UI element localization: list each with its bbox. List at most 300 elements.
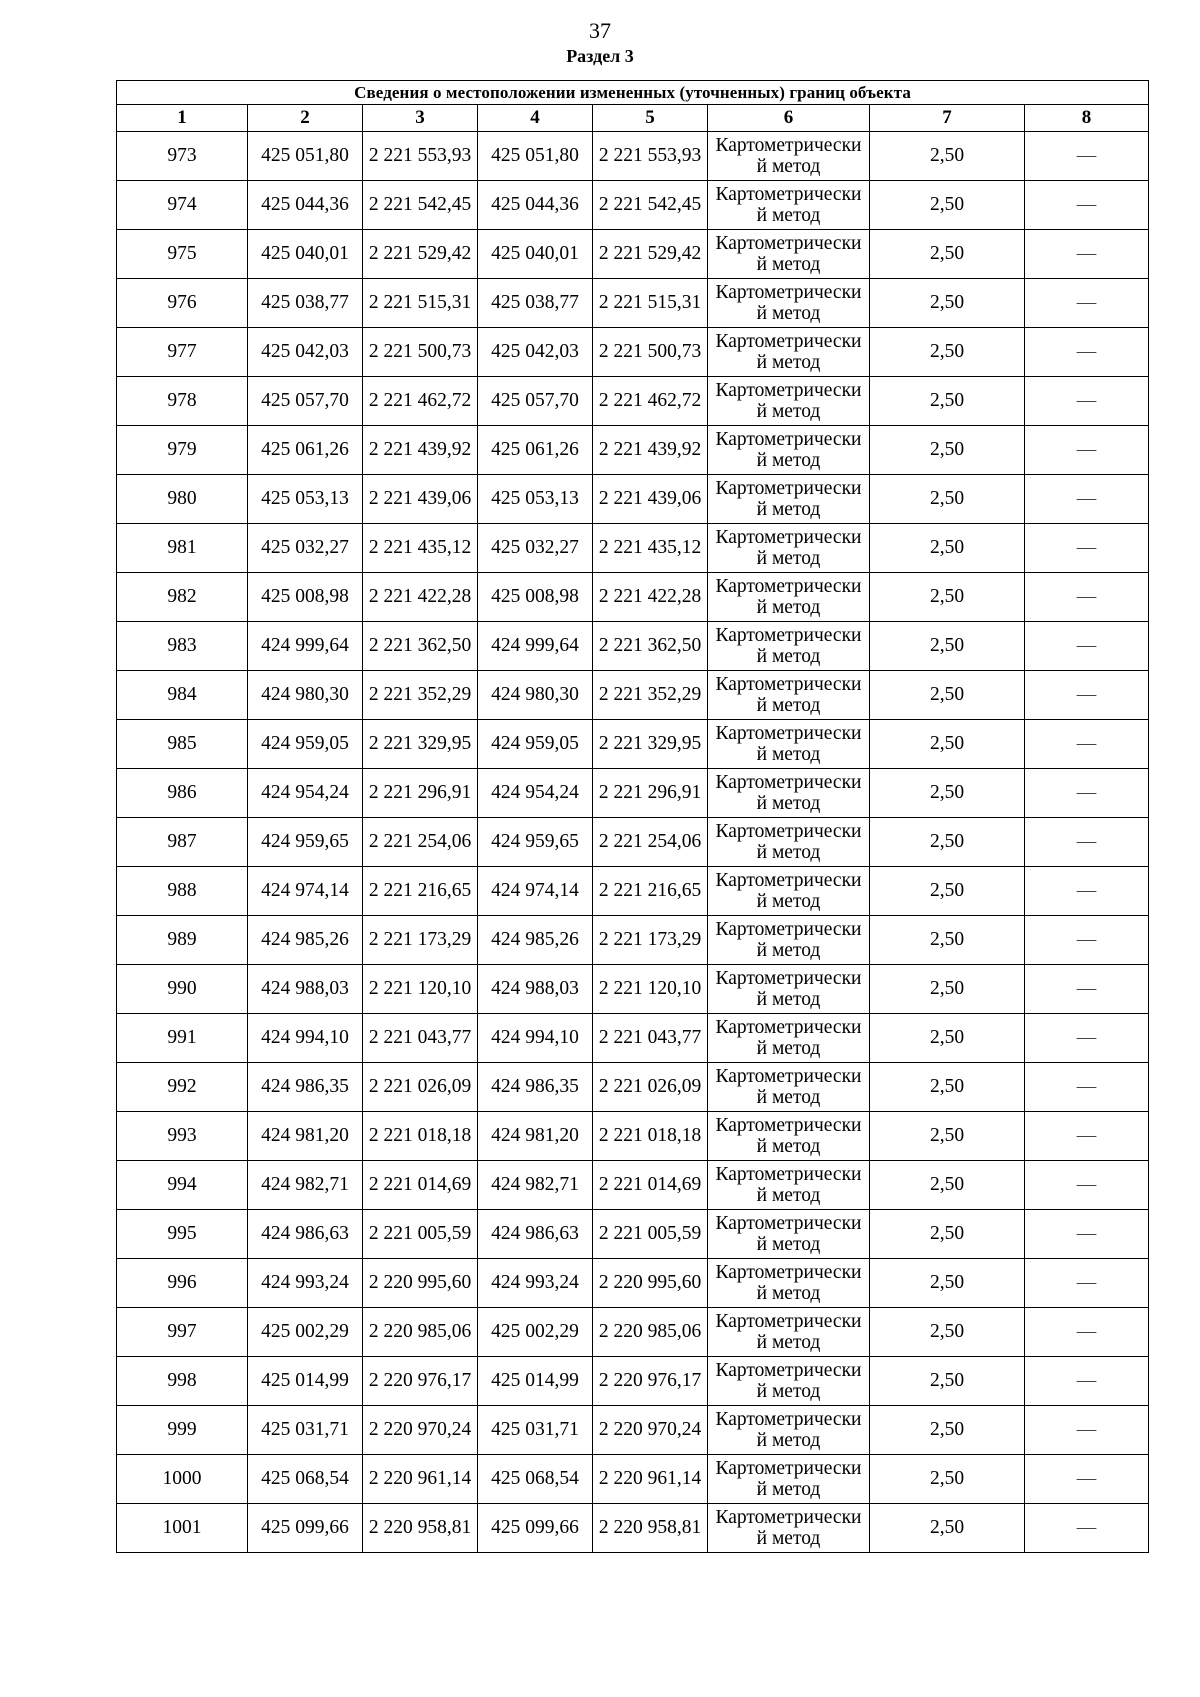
cell-y1: 2 220 958,81 — [363, 1504, 478, 1553]
cell-method — [708, 328, 870, 377]
cell-n: 981 — [117, 524, 248, 573]
cell-n: 976 — [117, 279, 248, 328]
cell-x2: 425 008,98 — [478, 573, 593, 622]
method-line-1: Картометрически — [715, 1164, 862, 1185]
cell-x2: 424 974,14 — [478, 867, 593, 916]
cell-method — [708, 1112, 870, 1161]
method-line-2: й метод — [756, 1136, 821, 1157]
cell-n: 995 — [117, 1210, 248, 1259]
cell-n: 984 — [117, 671, 248, 720]
cell-x1: 425 099,66 — [248, 1504, 363, 1553]
cell-x1: 424 994,10 — [248, 1014, 363, 1063]
column-number-7: 7 — [870, 105, 1025, 132]
cell-accuracy: 2,50 — [870, 132, 1025, 181]
cell-x2: 425 068,54 — [478, 1455, 593, 1504]
cell-note: — — [1025, 818, 1149, 867]
cell-accuracy: 2,50 — [870, 279, 1025, 328]
method-line-1: Картометрически — [715, 282, 862, 303]
cell-x1: 424 985,26 — [248, 916, 363, 965]
cell-method — [708, 426, 870, 475]
cell-x1: 425 040,01 — [248, 230, 363, 279]
cell-accuracy: 2,50 — [870, 1406, 1025, 1455]
cell-x1: 424 993,24 — [248, 1259, 363, 1308]
cell-y1: 2 221 005,59 — [363, 1210, 478, 1259]
cell-x2: 425 014,99 — [478, 1357, 593, 1406]
method-line-2: й метод — [756, 254, 821, 275]
method-line-1: Картометрически — [715, 1262, 862, 1283]
cell-y1: 2 221 422,28 — [363, 573, 478, 622]
cell-n: 975 — [117, 230, 248, 279]
cell-x1: 424 986,35 — [248, 1063, 363, 1112]
cell-y1: 2 221 553,93 — [363, 132, 478, 181]
method-line-1: Картометрически — [715, 135, 862, 156]
page-number: 37 — [589, 18, 611, 43]
cell-method — [708, 1259, 870, 1308]
cell-accuracy: 2,50 — [870, 867, 1025, 916]
method-line-2: й метод — [756, 156, 821, 177]
cell-note: — — [1025, 1406, 1149, 1455]
cell-accuracy: 2,50 — [870, 1014, 1025, 1063]
column-number-5: 5 — [593, 105, 708, 132]
cell-y2: 2 220 961,14 — [593, 1455, 708, 1504]
cell-n: 990 — [117, 965, 248, 1014]
cell-y2: 2 221 018,18 — [593, 1112, 708, 1161]
table-row — [117, 1259, 1149, 1308]
cell-note: — — [1025, 1504, 1149, 1553]
cell-accuracy: 2,50 — [870, 524, 1025, 573]
cell-note: — — [1025, 132, 1149, 181]
method-line-1: Картометрически — [715, 1213, 862, 1234]
table-row — [117, 524, 1149, 573]
cell-x2: 424 954,24 — [478, 769, 593, 818]
method-line-1: Картометрически — [715, 821, 862, 842]
cell-x1: 425 044,36 — [248, 181, 363, 230]
cell-y1: 2 221 216,65 — [363, 867, 478, 916]
cell-note: — — [1025, 524, 1149, 573]
table-row — [117, 867, 1149, 916]
cell-x1: 425 032,27 — [248, 524, 363, 573]
cell-y2: 2 221 254,06 — [593, 818, 708, 867]
cell-method — [708, 230, 870, 279]
table-row — [117, 769, 1149, 818]
cell-method — [708, 916, 870, 965]
cell-accuracy: 2,50 — [870, 965, 1025, 1014]
cell-y1: 2 221 352,29 — [363, 671, 478, 720]
cell-n: 1000 — [117, 1455, 248, 1504]
cell-x2: 424 999,64 — [478, 622, 593, 671]
method-line-1: Картометрически — [715, 527, 862, 548]
cell-method — [708, 671, 870, 720]
cell-accuracy: 2,50 — [870, 377, 1025, 426]
cell-y1: 2 221 500,73 — [363, 328, 478, 377]
table-row — [117, 916, 1149, 965]
cell-x2: 425 044,36 — [478, 181, 593, 230]
cell-note: — — [1025, 1308, 1149, 1357]
cell-y2: 2 220 995,60 — [593, 1259, 708, 1308]
cell-n: 991 — [117, 1014, 248, 1063]
cell-y1: 2 221 329,95 — [363, 720, 478, 769]
cell-x1: 425 068,54 — [248, 1455, 363, 1504]
table-row — [117, 1504, 1149, 1553]
cell-y2: 2 221 005,59 — [593, 1210, 708, 1259]
table-row — [117, 1308, 1149, 1357]
cell-x1: 425 053,13 — [248, 475, 363, 524]
cell-accuracy: 2,50 — [870, 1455, 1025, 1504]
cell-x2: 425 061,26 — [478, 426, 593, 475]
table-row — [117, 1161, 1149, 1210]
cell-method — [708, 1014, 870, 1063]
cell-accuracy: 2,50 — [870, 230, 1025, 279]
cell-note: — — [1025, 426, 1149, 475]
cell-y2: 2 221 500,73 — [593, 328, 708, 377]
cell-x2: 425 042,03 — [478, 328, 593, 377]
cell-method — [708, 1504, 870, 1553]
cell-x1: 424 999,64 — [248, 622, 363, 671]
cell-x2: 425 057,70 — [478, 377, 593, 426]
cell-x1: 425 008,98 — [248, 573, 363, 622]
method-line-2: й метод — [756, 1430, 821, 1451]
cell-x2: 425 099,66 — [478, 1504, 593, 1553]
method-line-2: й метод — [756, 1185, 821, 1206]
method-line-2: й метод — [756, 401, 821, 422]
cell-y2: 2 221 120,10 — [593, 965, 708, 1014]
cell-method — [708, 769, 870, 818]
column-number-3: 3 — [363, 105, 478, 132]
method-line-1: Картометрически — [715, 674, 862, 695]
cell-y1: 2 221 018,18 — [363, 1112, 478, 1161]
method-line-1: Картометрически — [715, 478, 862, 499]
cell-x2: 425 002,29 — [478, 1308, 593, 1357]
cell-accuracy: 2,50 — [870, 475, 1025, 524]
method-line-1: Картометрически — [715, 870, 862, 891]
cell-accuracy: 2,50 — [870, 573, 1025, 622]
cell-note: — — [1025, 1210, 1149, 1259]
cell-accuracy: 2,50 — [870, 1210, 1025, 1259]
cell-accuracy: 2,50 — [870, 1504, 1025, 1553]
cell-x1: 425 051,80 — [248, 132, 363, 181]
cell-y2: 2 220 985,06 — [593, 1308, 708, 1357]
cell-accuracy: 2,50 — [870, 1308, 1025, 1357]
method-line-2: й метод — [756, 352, 821, 373]
cell-note: — — [1025, 720, 1149, 769]
table-row — [117, 181, 1149, 230]
cell-y1: 2 221 462,72 — [363, 377, 478, 426]
table-row — [117, 475, 1149, 524]
cell-y1: 2 221 439,06 — [363, 475, 478, 524]
cell-note: — — [1025, 328, 1149, 377]
cell-y1: 2 220 995,60 — [363, 1259, 478, 1308]
cell-n: 993 — [117, 1112, 248, 1161]
section-title: Раздел 3 — [566, 46, 634, 66]
cell-note: — — [1025, 181, 1149, 230]
cell-x1: 424 959,65 — [248, 818, 363, 867]
cell-x2: 425 053,13 — [478, 475, 593, 524]
table-row — [117, 426, 1149, 475]
cell-n: 994 — [117, 1161, 248, 1210]
cell-x1: 424 980,30 — [248, 671, 363, 720]
cell-n: 988 — [117, 867, 248, 916]
cell-y2: 2 220 958,81 — [593, 1504, 708, 1553]
cell-n: 999 — [117, 1406, 248, 1455]
table-row — [117, 965, 1149, 1014]
cell-note: — — [1025, 1161, 1149, 1210]
cell-accuracy: 2,50 — [870, 622, 1025, 671]
cell-y1: 2 221 435,12 — [363, 524, 478, 573]
cell-method — [708, 1161, 870, 1210]
method-line-2: й метод — [756, 1381, 821, 1402]
cell-y1: 2 220 970,24 — [363, 1406, 478, 1455]
cell-x2: 425 038,77 — [478, 279, 593, 328]
table-row — [117, 720, 1149, 769]
method-line-1: Картометрически — [715, 331, 862, 352]
cell-method — [708, 573, 870, 622]
method-line-2: й метод — [756, 1038, 821, 1059]
method-line-1: Картометрически — [715, 1360, 862, 1381]
table-row — [117, 1063, 1149, 1112]
column-number-4: 4 — [478, 105, 593, 132]
cell-x2: 424 981,20 — [478, 1112, 593, 1161]
table-body — [117, 132, 1149, 1553]
cell-y2: 2 221 362,50 — [593, 622, 708, 671]
cell-x1: 424 974,14 — [248, 867, 363, 916]
method-line-2: й метод — [756, 695, 821, 716]
cell-y1: 2 221 542,45 — [363, 181, 478, 230]
cell-x1: 424 986,63 — [248, 1210, 363, 1259]
cell-y2: 2 221 173,29 — [593, 916, 708, 965]
cell-x2: 424 985,26 — [478, 916, 593, 965]
cell-y2: 2 221 529,42 — [593, 230, 708, 279]
cell-accuracy: 2,50 — [870, 181, 1025, 230]
cell-x1: 425 002,29 — [248, 1308, 363, 1357]
cell-method — [708, 1210, 870, 1259]
method-line-2: й метод — [756, 940, 821, 961]
method-line-2: й метод — [756, 793, 821, 814]
cell-accuracy: 2,50 — [870, 1259, 1025, 1308]
cell-y2: 2 221 515,31 — [593, 279, 708, 328]
cell-x2: 424 959,05 — [478, 720, 593, 769]
method-line-1: Картометрически — [715, 968, 862, 989]
cell-n: 978 — [117, 377, 248, 426]
table-row — [117, 230, 1149, 279]
cell-note: — — [1025, 965, 1149, 1014]
cell-y1: 2 221 254,06 — [363, 818, 478, 867]
cell-x2: 425 051,80 — [478, 132, 593, 181]
cell-note: — — [1025, 1259, 1149, 1308]
cell-y1: 2 221 120,10 — [363, 965, 478, 1014]
cell-note: — — [1025, 622, 1149, 671]
column-number-8: 8 — [1025, 105, 1149, 132]
table-row — [117, 328, 1149, 377]
cell-accuracy: 2,50 — [870, 1161, 1025, 1210]
cell-y1: 2 221 362,50 — [363, 622, 478, 671]
cell-y1: 2 220 985,06 — [363, 1308, 478, 1357]
table-row — [117, 1406, 1149, 1455]
cell-accuracy: 2,50 — [870, 1112, 1025, 1161]
column-number-row — [117, 105, 1149, 132]
cell-note: — — [1025, 230, 1149, 279]
cell-note: — — [1025, 1063, 1149, 1112]
table-row — [117, 573, 1149, 622]
method-line-2: й метод — [756, 1332, 821, 1353]
method-line-1: Картометрически — [715, 1507, 862, 1528]
cell-note: — — [1025, 1357, 1149, 1406]
table-row — [117, 1455, 1149, 1504]
table-caption-row — [117, 81, 1149, 105]
method-line-2: й метод — [756, 205, 821, 226]
cell-accuracy: 2,50 — [870, 916, 1025, 965]
cell-x2: 424 986,35 — [478, 1063, 593, 1112]
cell-y1: 2 221 529,42 — [363, 230, 478, 279]
cell-x2: 424 982,71 — [478, 1161, 593, 1210]
cell-x1: 425 031,71 — [248, 1406, 363, 1455]
cell-method — [708, 1406, 870, 1455]
cell-y2: 2 221 553,93 — [593, 132, 708, 181]
cell-method — [708, 720, 870, 769]
table-row — [117, 1112, 1149, 1161]
cell-y2: 2 221 435,12 — [593, 524, 708, 573]
cell-accuracy: 2,50 — [870, 1063, 1025, 1112]
cell-x2: 425 040,01 — [478, 230, 593, 279]
cell-note: — — [1025, 1112, 1149, 1161]
cell-method — [708, 181, 870, 230]
cell-note: — — [1025, 867, 1149, 916]
cell-x1: 425 038,77 — [248, 279, 363, 328]
method-line-2: й метод — [756, 744, 821, 765]
cell-x1: 424 982,71 — [248, 1161, 363, 1210]
cell-y1: 2 221 515,31 — [363, 279, 478, 328]
cell-note: — — [1025, 1455, 1149, 1504]
cell-y2: 2 221 329,95 — [593, 720, 708, 769]
method-line-2: й метод — [756, 499, 821, 520]
cell-note: — — [1025, 279, 1149, 328]
cell-x2: 424 980,30 — [478, 671, 593, 720]
cell-y1: 2 220 961,14 — [363, 1455, 478, 1504]
column-number-2: 2 — [248, 105, 363, 132]
cell-method — [708, 524, 870, 573]
cell-y2: 2 220 970,24 — [593, 1406, 708, 1455]
cell-method — [708, 622, 870, 671]
cell-y2: 2 221 422,28 — [593, 573, 708, 622]
cell-accuracy: 2,50 — [870, 720, 1025, 769]
coordinates-table — [116, 80, 1149, 1553]
cell-x1: 425 014,99 — [248, 1357, 363, 1406]
table-row — [117, 818, 1149, 867]
cell-note: — — [1025, 475, 1149, 524]
method-line-1: Картометрически — [715, 919, 862, 940]
table-row — [117, 132, 1149, 181]
method-line-2: й метод — [756, 1087, 821, 1108]
method-line-2: й метод — [756, 1234, 821, 1255]
cell-n: 989 — [117, 916, 248, 965]
cell-n: 973 — [117, 132, 248, 181]
cell-x2: 424 994,10 — [478, 1014, 593, 1063]
column-number-6: 6 — [708, 105, 870, 132]
cell-n: 992 — [117, 1063, 248, 1112]
cell-n: 974 — [117, 181, 248, 230]
cell-y2: 2 221 296,91 — [593, 769, 708, 818]
cell-x2: 425 031,71 — [478, 1406, 593, 1455]
cell-note: — — [1025, 671, 1149, 720]
method-line-1: Картометрически — [715, 1409, 862, 1430]
cell-n: 997 — [117, 1308, 248, 1357]
cell-x2: 424 988,03 — [478, 965, 593, 1014]
table-row — [117, 377, 1149, 426]
cell-y2: 2 221 216,65 — [593, 867, 708, 916]
cell-n: 1001 — [117, 1504, 248, 1553]
table-caption: Сведения о местоположении измененных (уточненных) границ объекта — [117, 81, 1149, 105]
cell-method — [708, 1455, 870, 1504]
method-line-2: й метод — [756, 989, 821, 1010]
method-line-2: й метод — [756, 303, 821, 324]
method-line-1: Картометрически — [715, 1066, 862, 1087]
cell-method — [708, 1357, 870, 1406]
method-line-1: Картометрически — [715, 380, 862, 401]
cell-n: 977 — [117, 328, 248, 377]
cell-y1: 2 221 014,69 — [363, 1161, 478, 1210]
cell-x1: 425 061,26 — [248, 426, 363, 475]
method-line-1: Картометрически — [715, 625, 862, 646]
cell-accuracy: 2,50 — [870, 671, 1025, 720]
cell-y2: 2 221 462,72 — [593, 377, 708, 426]
table-row — [117, 1014, 1149, 1063]
method-line-1: Картометрически — [715, 429, 862, 450]
cell-accuracy: 2,50 — [870, 426, 1025, 475]
method-line-1: Картометрически — [715, 1017, 862, 1038]
cell-method — [708, 279, 870, 328]
method-line-2: й метод — [756, 842, 821, 863]
cell-x2: 424 959,65 — [478, 818, 593, 867]
method-line-1: Картометрически — [715, 576, 862, 597]
table-row — [117, 279, 1149, 328]
cell-y2: 2 221 439,92 — [593, 426, 708, 475]
cell-y1: 2 221 043,77 — [363, 1014, 478, 1063]
method-line-2: й метод — [756, 1283, 821, 1304]
cell-x2: 425 032,27 — [478, 524, 593, 573]
cell-note: — — [1025, 916, 1149, 965]
cell-y1: 2 221 026,09 — [363, 1063, 478, 1112]
cell-x1: 424 988,03 — [248, 965, 363, 1014]
method-line-2: й метод — [756, 1528, 821, 1549]
cell-n: 998 — [117, 1357, 248, 1406]
cell-y2: 2 221 542,45 — [593, 181, 708, 230]
cell-y2: 2 220 976,17 — [593, 1357, 708, 1406]
cell-n: 986 — [117, 769, 248, 818]
cell-y2: 2 221 026,09 — [593, 1063, 708, 1112]
cell-accuracy: 2,50 — [870, 1357, 1025, 1406]
cell-y1: 2 221 439,92 — [363, 426, 478, 475]
cell-n: 980 — [117, 475, 248, 524]
cell-x2: 424 993,24 — [478, 1259, 593, 1308]
method-line-1: Картометрически — [715, 1115, 862, 1136]
cell-method — [708, 377, 870, 426]
method-line-2: й метод — [756, 597, 821, 618]
cell-method — [708, 132, 870, 181]
cell-method — [708, 965, 870, 1014]
method-line-1: Картометрически — [715, 1311, 862, 1332]
table-row — [117, 622, 1149, 671]
cell-method — [708, 1063, 870, 1112]
method-line-2: й метод — [756, 548, 821, 569]
method-line-2: й метод — [756, 450, 821, 471]
cell-note: — — [1025, 769, 1149, 818]
cell-method — [708, 475, 870, 524]
cell-x1: 424 981,20 — [248, 1112, 363, 1161]
cell-accuracy: 2,50 — [870, 769, 1025, 818]
cell-y1: 2 221 296,91 — [363, 769, 478, 818]
cell-accuracy: 2,50 — [870, 328, 1025, 377]
cell-accuracy: 2,50 — [870, 818, 1025, 867]
cell-y2: 2 221 439,06 — [593, 475, 708, 524]
